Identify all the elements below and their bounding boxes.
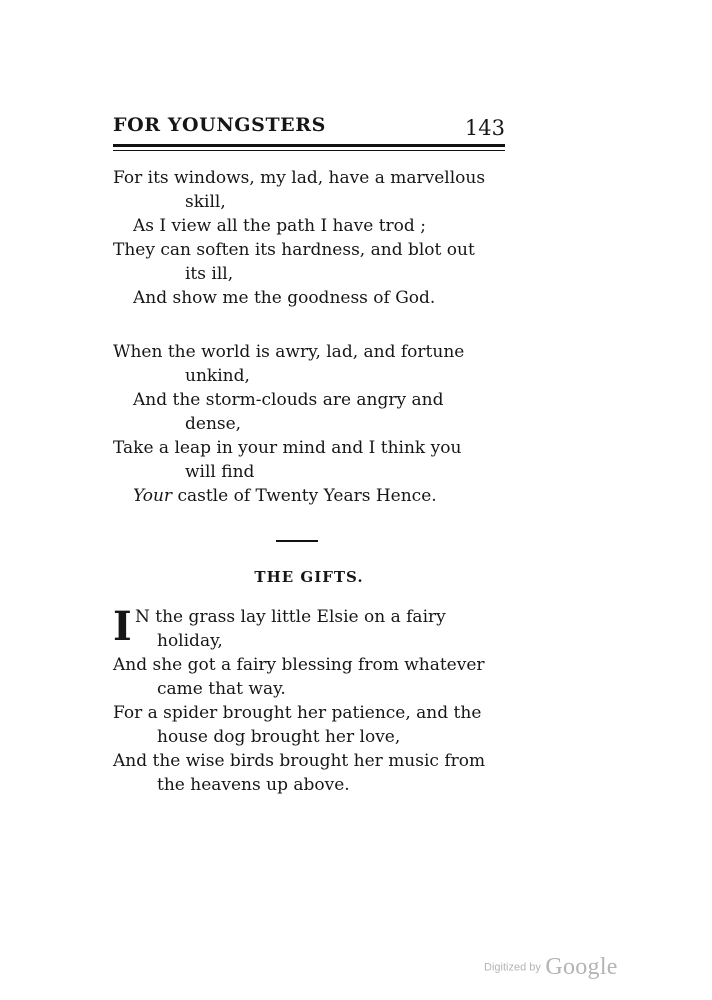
header-rule-thick bbox=[113, 144, 505, 147]
verse-line: will find bbox=[185, 462, 255, 482]
section-separator bbox=[276, 540, 318, 542]
verse-line-final bbox=[113, 484, 505, 508]
verse-line: Take a leap in your mind and I think you bbox=[113, 438, 462, 458]
verse-line: unkind, bbox=[185, 366, 250, 386]
verse-line: For its windows, my lad, have a marvellous bbox=[113, 168, 486, 188]
verse-line: the heavens up above. bbox=[157, 775, 350, 795]
running-title: FOR YOUNGSTERS bbox=[113, 114, 326, 136]
italic-word: Your bbox=[133, 486, 173, 506]
verse-line: dense, bbox=[185, 414, 242, 434]
verse-line: For a spider brought her patience, and the bbox=[113, 703, 482, 723]
drop-cap: I bbox=[113, 603, 132, 650]
stanza-world-awry bbox=[113, 340, 505, 508]
verse-line: And show me the goodness of God. bbox=[133, 288, 436, 308]
verse-line: They can soften its hardness, and blot out bbox=[113, 240, 475, 260]
verse-line: came that way. bbox=[157, 679, 286, 699]
stanza-windows bbox=[113, 166, 505, 310]
google-logo: Google bbox=[545, 954, 618, 980]
verse-line: N the grass lay little Elsie on a fairy bbox=[135, 607, 446, 627]
verse-line-rest: castle of Twenty Years Hence. bbox=[172, 486, 437, 506]
verse-line: And the storm-clouds are angry and bbox=[133, 390, 444, 410]
poem-the-gifts bbox=[113, 605, 505, 797]
verse-line: house dog brought her love, bbox=[157, 727, 401, 747]
verse-line: And she got a fairy blessing from whatever bbox=[113, 655, 485, 675]
page-number: 143 bbox=[464, 116, 505, 140]
verse-line: As I view all the path I have trod ; bbox=[133, 216, 426, 236]
verse-line: skill, bbox=[185, 192, 226, 212]
verse-line: holiday, bbox=[157, 631, 223, 651]
running-head bbox=[113, 112, 505, 142]
verse-line: When the world is awry, lad, and fortune bbox=[113, 342, 465, 362]
digitized-label: Digitized by bbox=[484, 961, 541, 974]
header-rule-thin bbox=[113, 150, 505, 151]
poem-title: THE GIFTS. bbox=[254, 568, 364, 586]
verse-line: its ill, bbox=[185, 264, 234, 284]
digitized-by-watermark bbox=[484, 954, 618, 982]
verse-line: And the wise birds brought her music from bbox=[113, 751, 486, 771]
